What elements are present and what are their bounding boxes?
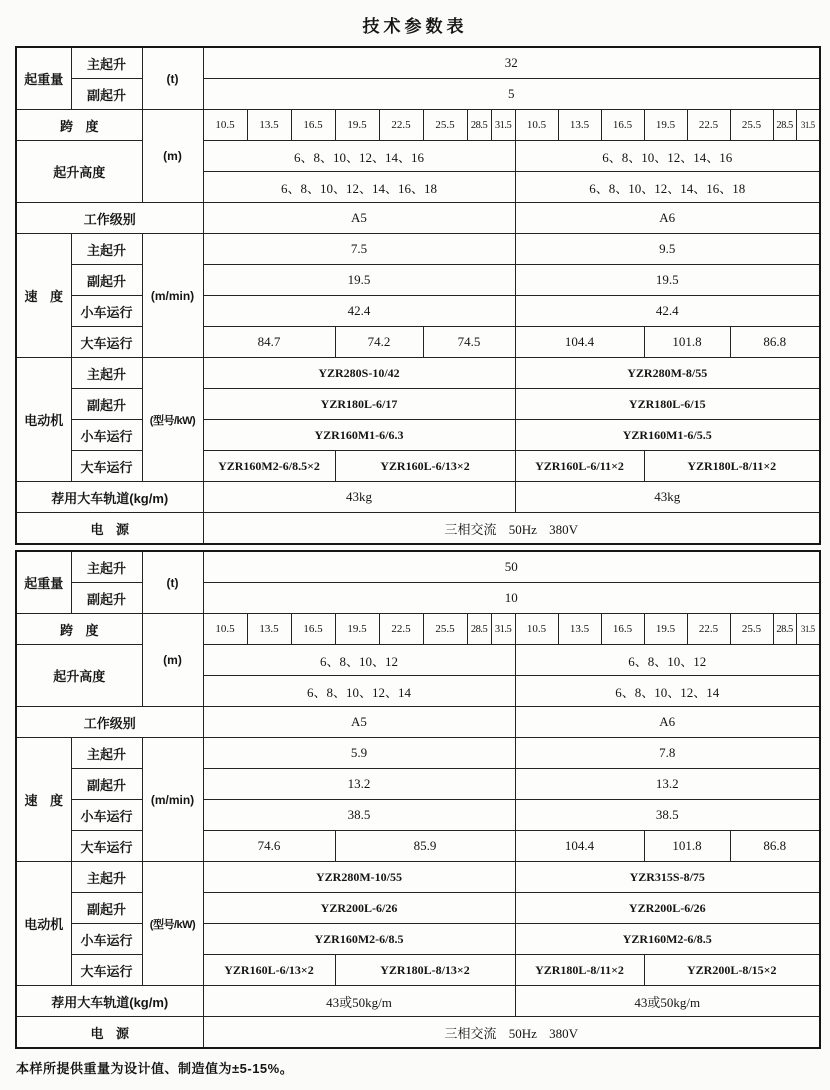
aux-hoist-label: 副起升 xyxy=(71,769,142,800)
rail-a6: 43或50kg/m xyxy=(515,986,820,1017)
motor-aux-a5: YZR180L-6/17 xyxy=(203,389,515,420)
span-value: 19.5 xyxy=(644,110,687,141)
motor-aux-a5: YZR200L-6/26 xyxy=(203,893,515,924)
work-class-a5: A5 xyxy=(203,203,515,234)
span-value: 22.5 xyxy=(687,614,730,645)
speed-aux-a6: 19.5 xyxy=(515,265,820,296)
speed-crane-value: 86.8 xyxy=(730,831,820,862)
crane-travel-label: 大车运行 xyxy=(71,451,142,482)
table-row xyxy=(16,141,820,172)
motor-main-a6: YZR315S-8/75 xyxy=(515,862,820,893)
span-value: 16.5 xyxy=(291,614,335,645)
speed-trolley-a5: 42.4 xyxy=(203,296,515,327)
span-label: 跨 度 xyxy=(16,614,142,645)
capacity-main-value: 50 xyxy=(203,551,820,583)
height-values-a6: 6、8、10、12、14、16、18 xyxy=(515,172,820,203)
rail-label: 荐用大车轨道(kg/m) xyxy=(16,986,203,1017)
rail-a5: 43或50kg/m xyxy=(203,986,515,1017)
table-row xyxy=(16,47,820,79)
span-value: 19.5 xyxy=(644,614,687,645)
unit-mmin-label: (m/min) xyxy=(142,234,203,358)
table-row xyxy=(16,893,820,924)
motor-crane-value: YZR160L-6/13×2 xyxy=(203,955,335,986)
work-class-a5: A5 xyxy=(203,707,515,738)
unit-mmin-label: (m/min) xyxy=(142,738,203,862)
speed-aux-a6: 13.2 xyxy=(515,769,820,800)
motor-main-a5: YZR280S-10/42 xyxy=(203,358,515,389)
motor-label: 电动机 xyxy=(16,358,71,482)
height-values-a6: 6、8、10、12 xyxy=(515,645,820,676)
span-value: 22.5 xyxy=(379,614,423,645)
span-value: 28.5 xyxy=(467,614,491,645)
table-row xyxy=(16,924,820,955)
capacity-aux-value: 5 xyxy=(203,79,820,110)
table-row xyxy=(16,862,820,893)
aux-hoist-label: 副起升 xyxy=(71,265,142,296)
main-hoist-label: 主起升 xyxy=(71,551,142,583)
unit-t-label: (t) xyxy=(142,47,203,110)
height-label: 起升高度 xyxy=(16,645,142,707)
span-value: 19.5 xyxy=(335,614,379,645)
span-value: 28.5 xyxy=(773,110,796,141)
span-value: 25.5 xyxy=(730,110,773,141)
table-row xyxy=(16,986,820,1017)
table-row xyxy=(16,513,820,545)
span-value: 16.5 xyxy=(291,110,335,141)
power-label: 电 源 xyxy=(16,513,203,545)
capacity-aux-value: 10 xyxy=(203,583,820,614)
table-row xyxy=(16,645,820,676)
span-value: 10.5 xyxy=(515,614,558,645)
table-row xyxy=(16,234,820,265)
span-value: 31.5 xyxy=(491,614,515,645)
speed-main-a5: 7.5 xyxy=(203,234,515,265)
span-value: 28.5 xyxy=(467,110,491,141)
table-row xyxy=(16,203,820,234)
aux-hoist-label: 副起升 xyxy=(71,79,142,110)
motor-trolley-a5: YZR160M2-6/8.5 xyxy=(203,924,515,955)
table-row xyxy=(16,800,820,831)
page-title: 技术参数表 xyxy=(362,17,468,36)
span-value: 13.5 xyxy=(247,110,291,141)
table-row xyxy=(16,955,820,986)
parameter-table-50t xyxy=(15,550,821,1049)
speed-trolley-a6: 38.5 xyxy=(515,800,820,831)
crane-travel-label: 大车运行 xyxy=(71,831,142,862)
motor-trolley-a6: YZR160M2-6/8.5 xyxy=(515,924,820,955)
motor-crane-value: YZR160L-6/11×2 xyxy=(515,451,644,482)
motor-crane-value: YZR160M2-6/8.5×2 xyxy=(203,451,335,482)
motor-aux-a6: YZR200L-6/26 xyxy=(515,893,820,924)
table-row xyxy=(16,583,820,614)
table-row xyxy=(16,769,820,800)
table-row xyxy=(16,358,820,389)
height-values-a6: 6、8、10、12、14 xyxy=(515,676,820,707)
speed-crane-value: 101.8 xyxy=(644,831,730,862)
span-value: 13.5 xyxy=(558,110,601,141)
span-value: 22.5 xyxy=(379,110,423,141)
unit-model-label: (型号/kW) xyxy=(142,862,203,986)
speed-crane-value: 84.7 xyxy=(203,327,335,358)
table-row xyxy=(16,451,820,482)
main-hoist-label: 主起升 xyxy=(71,234,142,265)
table-row xyxy=(16,420,820,451)
table-row xyxy=(16,614,820,645)
unit-m-label: (m) xyxy=(142,110,203,203)
height-values-a5: 6、8、10、12、14、16、18 xyxy=(203,172,515,203)
height-values-a5: 6、8、10、12、14、16 xyxy=(203,141,515,172)
span-value: 25.5 xyxy=(423,110,467,141)
work-class-label: 工作级别 xyxy=(16,707,203,738)
trolley-travel-label: 小车运行 xyxy=(71,296,142,327)
height-values-a5: 6、8、10、12 xyxy=(203,645,515,676)
speed-label: 速 度 xyxy=(16,234,71,358)
span-value: 22.5 xyxy=(687,110,730,141)
speed-crane-value: 104.4 xyxy=(515,327,644,358)
span-value: 25.5 xyxy=(730,614,773,645)
speed-aux-a5: 19.5 xyxy=(203,265,515,296)
speed-label: 速 度 xyxy=(16,738,71,862)
span-value: 25.5 xyxy=(423,614,467,645)
table-row xyxy=(16,551,820,583)
speed-main-a5: 5.9 xyxy=(203,738,515,769)
span-value: 10.5 xyxy=(515,110,558,141)
crane-travel-label: 大车运行 xyxy=(71,327,142,358)
motor-aux-a6: YZR180L-6/15 xyxy=(515,389,820,420)
height-values-a6: 6、8、10、12、14、16 xyxy=(515,141,820,172)
speed-crane-value: 74.2 xyxy=(335,327,423,358)
motor-trolley-a5: YZR160M1-6/6.3 xyxy=(203,420,515,451)
span-value: 31.5 xyxy=(796,110,820,141)
rail-label: 荐用大车轨道(kg/m) xyxy=(16,482,203,513)
rail-a5: 43kg xyxy=(203,482,515,513)
aux-hoist-label: 副起升 xyxy=(71,583,142,614)
span-value: 16.5 xyxy=(601,110,644,141)
motor-crane-value: YZR160L-6/13×2 xyxy=(335,451,515,482)
trolley-travel-label: 小车运行 xyxy=(71,800,142,831)
table-row xyxy=(16,389,820,420)
speed-crane-value: 74.5 xyxy=(423,327,515,358)
span-value: 10.5 xyxy=(203,110,247,141)
span-value: 13.5 xyxy=(247,614,291,645)
capacity-label: 起重量 xyxy=(16,551,71,614)
span-value: 28.5 xyxy=(773,614,796,645)
speed-trolley-a6: 42.4 xyxy=(515,296,820,327)
footnote: 本样所提供重量为设计值、制造值为±5-15%。 xyxy=(16,1061,294,1076)
power-value: 三相交流 50Hz 380V xyxy=(203,513,820,545)
table-row xyxy=(16,707,820,738)
speed-aux-a5: 13.2 xyxy=(203,769,515,800)
main-hoist-label: 主起升 xyxy=(71,738,142,769)
table-row xyxy=(16,327,820,358)
span-value: 10.5 xyxy=(203,614,247,645)
table-row xyxy=(16,1017,820,1049)
motor-label: 电动机 xyxy=(16,862,71,986)
rail-a6: 43kg xyxy=(515,482,820,513)
main-hoist-label: 主起升 xyxy=(71,358,142,389)
speed-main-a6: 9.5 xyxy=(515,234,820,265)
trolley-travel-label: 小车运行 xyxy=(71,420,142,451)
span-value: 31.5 xyxy=(796,614,820,645)
motor-crane-value: YZR200L-8/15×2 xyxy=(644,955,820,986)
main-hoist-label: 主起升 xyxy=(71,47,142,79)
unit-model-label: (型号/kW) xyxy=(142,358,203,482)
table-row xyxy=(16,265,820,296)
span-value: 31.5 xyxy=(491,110,515,141)
speed-crane-value: 101.8 xyxy=(644,327,730,358)
height-label: 起升高度 xyxy=(16,141,142,203)
motor-crane-value: YZR180L-8/11×2 xyxy=(644,451,820,482)
motor-crane-value: YZR180L-8/11×2 xyxy=(515,955,644,986)
speed-crane-value: 104.4 xyxy=(515,831,644,862)
span-label: 跨 度 xyxy=(16,110,142,141)
speed-main-a6: 7.8 xyxy=(515,738,820,769)
speed-trolley-a5: 38.5 xyxy=(203,800,515,831)
speed-crane-value: 86.8 xyxy=(730,327,820,358)
table-row xyxy=(16,79,820,110)
unit-t-label: (t) xyxy=(142,551,203,614)
capacity-label: 起重量 xyxy=(16,47,71,110)
table-row xyxy=(16,738,820,769)
speed-crane-value: 74.6 xyxy=(203,831,335,862)
span-value: 13.5 xyxy=(558,614,601,645)
motor-main-a6: YZR280M-8/55 xyxy=(515,358,820,389)
trolley-travel-label: 小车运行 xyxy=(71,924,142,955)
work-class-a6: A6 xyxy=(515,707,820,738)
span-value: 16.5 xyxy=(601,614,644,645)
table-row xyxy=(16,110,820,141)
table-row xyxy=(16,296,820,327)
power-label: 电 源 xyxy=(16,1017,203,1049)
parameter-table-32t xyxy=(15,46,821,545)
motor-main-a5: YZR280M-10/55 xyxy=(203,862,515,893)
motor-crane-value: YZR180L-8/13×2 xyxy=(335,955,515,986)
aux-hoist-label: 副起升 xyxy=(71,893,142,924)
speed-crane-value: 85.9 xyxy=(335,831,515,862)
work-class-a6: A6 xyxy=(515,203,820,234)
aux-hoist-label: 副起升 xyxy=(71,389,142,420)
height-values-a5: 6、8、10、12、14 xyxy=(203,676,515,707)
power-value: 三相交流 50Hz 380V xyxy=(203,1017,820,1049)
table-row xyxy=(16,831,820,862)
crane-travel-label: 大车运行 xyxy=(71,955,142,986)
capacity-main-value: 32 xyxy=(203,47,820,79)
table-row xyxy=(16,482,820,513)
span-value: 19.5 xyxy=(335,110,379,141)
work-class-label: 工作级别 xyxy=(16,203,203,234)
unit-m-label: (m) xyxy=(142,614,203,707)
motor-trolley-a6: YZR160M1-6/5.5 xyxy=(515,420,820,451)
main-hoist-label: 主起升 xyxy=(71,862,142,893)
